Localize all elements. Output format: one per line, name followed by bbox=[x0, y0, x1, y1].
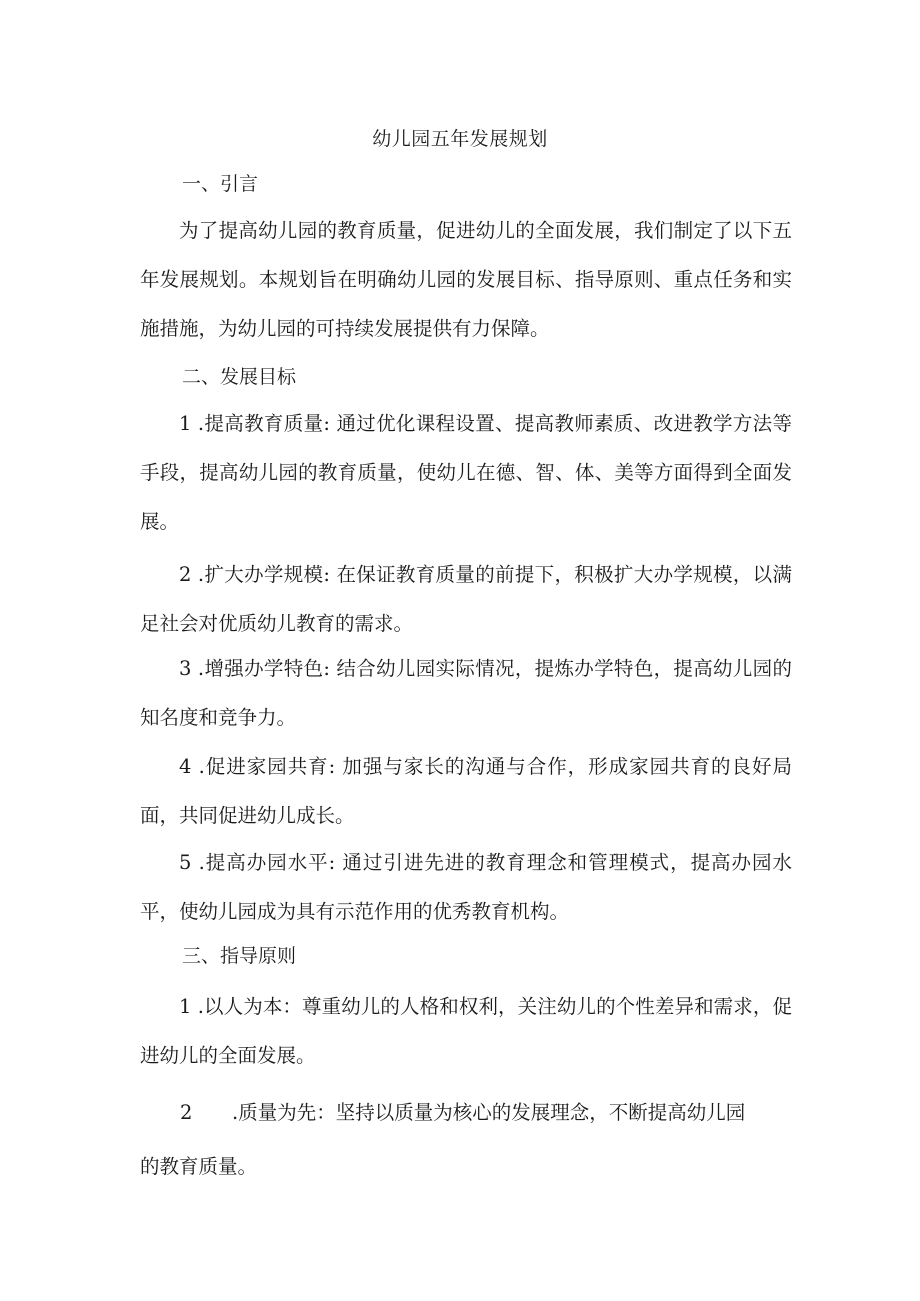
principle-item-2-line1: .质量为先：坚持以质量为核心的发展理念，不断提高幼儿园 bbox=[232, 1101, 746, 1124]
section-heading-principles: 三、指导原则 bbox=[182, 945, 297, 967]
goal-item-4: 4 .促进家园共育: 加强与家长的沟通与合作，形成家园共育的良好局面，共同促进幼儿成长。 bbox=[140, 755, 792, 827]
goal-item-3: 3 .增强办学特色: 结合幼儿园实际情况，提炼办学特色，提高幼儿园的知名度和竞争力。 bbox=[140, 657, 792, 729]
principle-item-1: 1 .以人为本：尊重幼儿的人格和权利，关注幼儿的个性差异和需求，促进幼儿的全面发展。 bbox=[140, 995, 792, 1067]
section-heading-intro: 一、引言 bbox=[182, 173, 259, 195]
principle-item-2-line2: 的教育质量。 bbox=[140, 1155, 258, 1178]
goal-item-5: 5 .提高办园水平: 通过引进先进的教育理念和管理模式，提高办园水平，使幼儿园成为具有示范作用的优秀教育机构。 bbox=[140, 851, 792, 923]
section-heading-goals: 二、发展目标 bbox=[182, 366, 297, 388]
goal-item-1: 1 .提高教育质量: 通过优化课程设置、提高教师素质、改进教学方法等手段，提高幼儿园的教育质量，使幼儿在德、智、体、美等方面得到全面发展。 bbox=[140, 412, 792, 533]
principle-item-2-number: 2 bbox=[180, 1101, 193, 1124]
goal-item-2: 2 .扩大办学规模: 在保证教育质量的前提下，积极扩大办学规模，以满足社会对优质幼儿教育的需求。 bbox=[140, 563, 792, 635]
intro-paragraph: 为了提高幼儿园的教育质量，促进幼儿的全面发展，我们制定了以下五年发展规划。本规划旨在明确幼儿园的发展目标、指导原则、重点任务和实施措施，为幼儿园的可持续发展提供有力保障。 bbox=[140, 219, 792, 340]
document-title: 幼儿园五年发展规划 bbox=[372, 128, 548, 150]
